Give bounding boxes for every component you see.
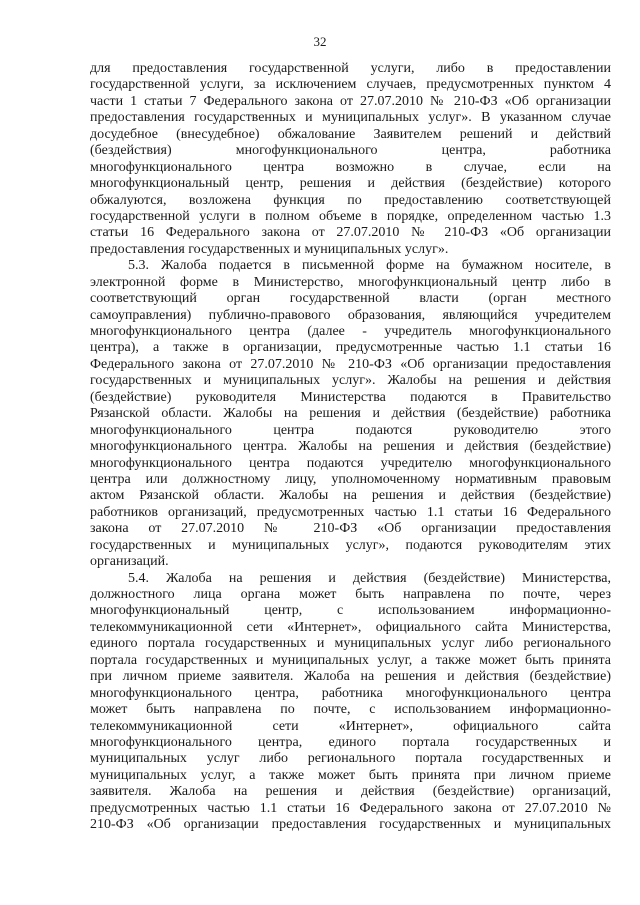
text-line: центра), а также в организации, предусмотренные частью 1.1 статьи 16 xyxy=(90,340,611,356)
text-line: должностного лица органа может быть направлена по почте, через xyxy=(90,587,611,602)
text-line: 210-ФЗ «Об организации предоставления государственных и муниципальных xyxy=(90,817,611,833)
text-line: многофункционального центра (далее - учредитель многофункционального xyxy=(90,324,611,339)
text-line: муниципальных услуг либо регионального портала государственных и xyxy=(90,751,611,767)
text-line: многофункционального центра подаются учредителю многофункционального xyxy=(90,455,611,471)
text-line: предоставления государственных и муниципальных услуг». xyxy=(90,241,449,257)
text-line: 5.4. Жалоба на решения и действия (бездействие) Министерства, xyxy=(128,570,611,586)
text-line: Рязанской области. Жалобы на решения и действия (бездействие) работника xyxy=(90,406,611,422)
text-line: заявителя. Жалоба на решения и действия (бездействие) организаций, xyxy=(90,784,611,800)
text-line: государственной услуги, за исключением случаев, предусмотренных пунктом 4 xyxy=(90,77,611,93)
text-line: статьи 16 Федерального закона от 27.07.2010 № 210-ФЗ «Об организации xyxy=(90,225,611,241)
text-line: государственных и муниципальных услуг», подаются руководителям этих xyxy=(90,537,611,553)
text-line: центра или должностному лицу, уполномоченному нормативным правовым xyxy=(90,471,611,487)
text-line: при личном приеме заявителя. Жалоба на решения и действия (бездействие) xyxy=(90,669,611,685)
text-line: работников организаций, предусмотренных частью 1.1 статьи 16 Федерального xyxy=(90,504,611,520)
document-body xyxy=(90,61,611,834)
text-line: самоуправления) публично-правового образования, являющийся учредителем xyxy=(90,307,611,323)
text-line: многофункционального центра, работника многофункционального центра xyxy=(90,685,611,701)
text-line: части 1 статьи 7 Федерального закона от 27.07.2010 № 210-ФЗ «Об организации xyxy=(90,93,611,109)
text-line: для предоставления государственной услуги, либо в предоставлении xyxy=(90,61,611,76)
text-line: портала государственных и муниципальных услуг, а также может быть принята xyxy=(90,652,611,668)
text-line: электронной форме в Министерство, многофункциональный центр либо в xyxy=(90,274,611,290)
text-line: государственных и муниципальных услуг». Жалобы на решения и действия xyxy=(90,373,611,389)
text-line: закона от 27.07.2010 № 210-ФЗ «Об организации предоставления xyxy=(90,521,611,537)
text-line: муниципальных услуг, а также может быть принята при личном приеме xyxy=(90,767,611,783)
text-line: обжалуются, возложена функция по предоставлению соответствующей xyxy=(90,192,611,208)
text-line: актом Рязанской области. Жалобы на решения и действия (бездействие) xyxy=(90,488,611,504)
text-line: (бездействия) многофункционального центра, работника xyxy=(90,143,611,159)
text-line: государственной услуги в полном объеме в порядке, определенном частью 1.3 xyxy=(90,208,611,224)
text-line: организаций. xyxy=(90,554,169,570)
text-line: Федерального закона от 27.07.2010 № 210-ФЗ «Об организации предоставления xyxy=(90,356,611,372)
text-line: телекоммуникационной сети «Интернет», официального сайта Министерства, xyxy=(90,619,611,635)
text-line: многофункционального центра. Жалобы на решения и действия (бездействие) xyxy=(90,439,611,455)
text-line: многофункционального центра возможно в случае, если на xyxy=(90,159,611,175)
text-line: многофункциональный центр, с использованием информационно- xyxy=(90,603,611,619)
text-line: многофункциональный центр, решения и действия (бездействие) которого xyxy=(90,176,611,192)
text-line: может быть направлена по почте, с использованием информационно- xyxy=(90,702,611,718)
text-line: многофункционального центра подаются руководителю этого xyxy=(90,422,611,438)
text-line: телекоммуникационной сети «Интернет», официального сайта xyxy=(90,718,611,734)
text-line: многофункционального центра, единого портала государственных и xyxy=(90,734,611,750)
text-line: предоставления государственных и муниципальных услуг». В указанном случае xyxy=(90,110,611,126)
text-line: предусмотренных частью 1.1 статьи 16 Федерального закона от 27.07.2010 № xyxy=(90,800,611,816)
text-line: 5.3. Жалоба подается в письменной форме на бумажном носителе, в xyxy=(128,258,611,274)
text-line: единого портала государственных и муниципальных услуг либо регионального xyxy=(90,636,611,652)
page-number: 32 xyxy=(313,34,327,49)
text-line: соответствующий орган государственной власти (орган местного xyxy=(90,291,611,307)
text-line: (бездействие) руководителя Министерства подаются в Правительство xyxy=(90,389,611,405)
text-line: досудебное (внесудебное) обжалование Заявителем решений и действий xyxy=(90,126,611,142)
